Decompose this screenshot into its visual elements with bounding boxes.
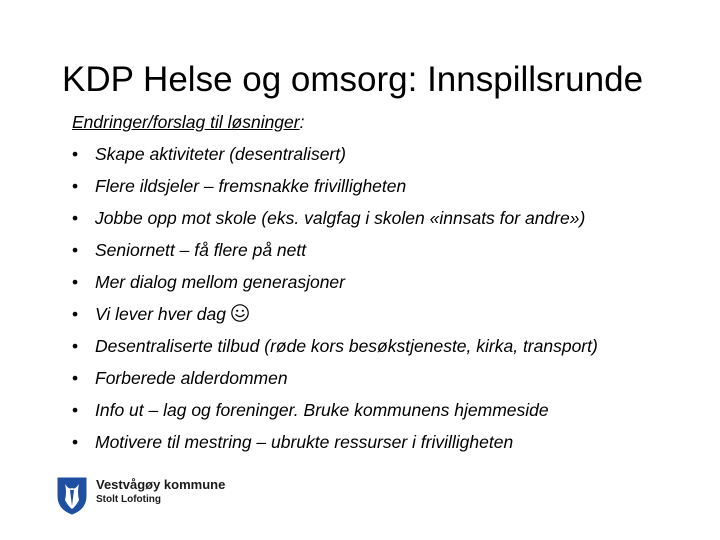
list-item	[72, 138, 712, 170]
list-item-text: Skape aktiviteter (desentralisert)	[95, 144, 346, 164]
bullet-icon: •	[72, 272, 79, 292]
list-item-text: Desentraliserte tilbud (røde kors besøkstjeneste, kirka, transport)	[95, 336, 598, 356]
list-item-text: Vi lever hver dag	[95, 304, 227, 324]
list-item-text: Mer dialog mellom generasjoner	[95, 272, 345, 292]
list-item	[72, 266, 712, 298]
bullet-icon: •	[72, 336, 79, 356]
list-item-text: Jobbe opp mot skole (eks. valgfag i skolen «innsats for andre»)	[95, 208, 586, 228]
list-item	[72, 426, 712, 458]
bullet-icon: •	[72, 432, 79, 452]
slide-body	[72, 106, 712, 458]
section-heading-text: Endringer/forslag til løsninger	[72, 112, 300, 132]
list-item	[72, 362, 712, 394]
list-item-text: Info ut – lag og foreninger. Bruke kommunens hjemmeside	[95, 400, 549, 420]
municipality-logo	[56, 476, 256, 520]
bullet-icon: •	[72, 400, 79, 420]
list-item-text: Motivere til mestring – ubrukte ressurser i frivilligheten	[95, 432, 514, 452]
list-item	[72, 234, 712, 266]
list-item	[72, 202, 712, 234]
municipality-tagline: Stolt Lofoting	[96, 494, 161, 505]
list-item-text: Forberede alderdommen	[95, 368, 288, 388]
slide-title: KDP Helse og omsorg: Innspillsrunde	[62, 60, 644, 99]
bullet-icon: •	[72, 208, 79, 228]
list-item	[72, 170, 712, 202]
municipality-name: Vestvågøy kommune	[96, 477, 226, 492]
bullet-icon: •	[72, 368, 79, 388]
list-item-text: Seniornett – få flere på nett	[95, 240, 307, 260]
list-item	[72, 394, 712, 426]
municipal-crest-icon	[56, 476, 88, 516]
section-heading-colon: :	[299, 112, 305, 132]
smiley-icon	[230, 301, 250, 333]
list-item-text: Flere ildsjeler – fremsnakke frivilligheten	[95, 176, 407, 196]
bullet-icon: •	[72, 304, 79, 324]
bullet-icon: •	[72, 144, 79, 164]
section-heading	[72, 106, 712, 138]
bullet-list	[72, 138, 712, 458]
bullet-icon: •	[72, 176, 79, 196]
list-item	[72, 298, 712, 330]
bullet-icon: •	[72, 240, 79, 260]
list-item	[72, 330, 712, 362]
